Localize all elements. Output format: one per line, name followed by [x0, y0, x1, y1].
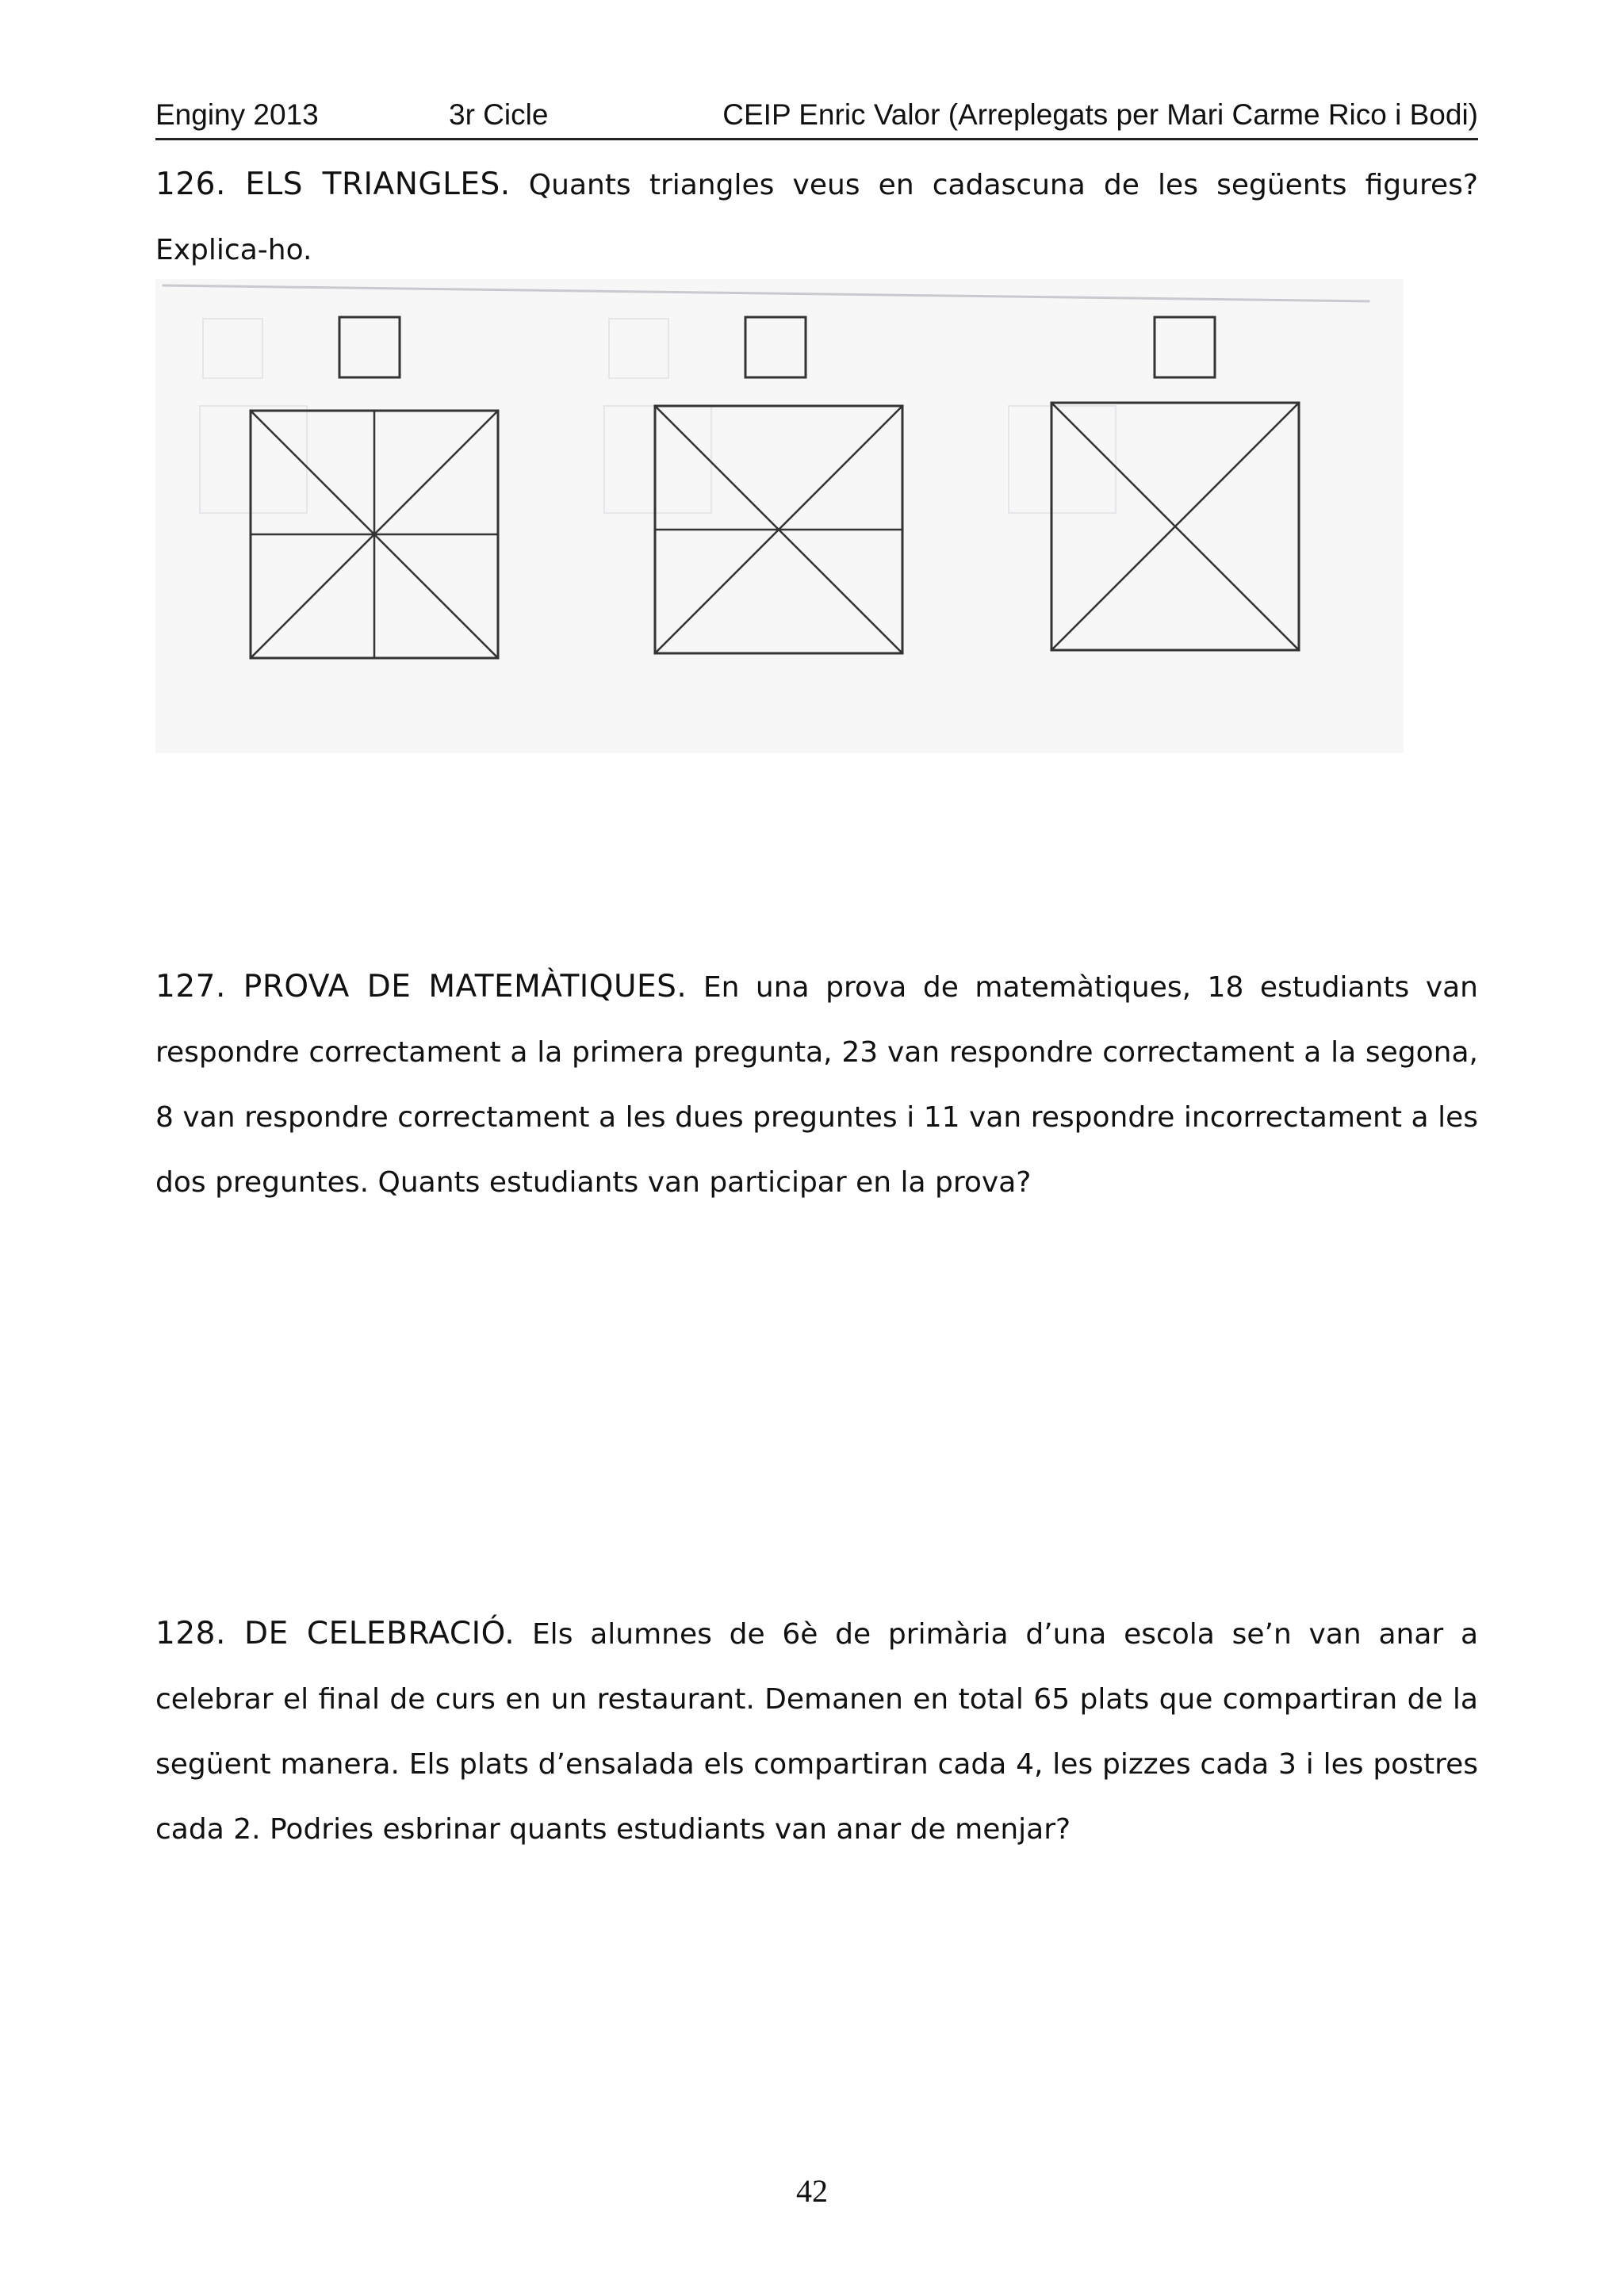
triangle-figures-drawing [155, 279, 1404, 753]
ghost-answer-box [609, 319, 668, 378]
answer-box [1155, 317, 1215, 377]
ghost-square [200, 406, 307, 513]
problem-title: 127. PROVA DE MATEMÀTIQUES. [155, 969, 688, 1004]
problem-128 [155, 1601, 1478, 1862]
problem-text: En una prova de matemàtiques, 18 estudiants van respondre correctament a la primera pregunta, 23 van respondre correctament a la segona, 8 van respondre correctament a les dues preguntes i 11 van respondre incorrectament a les dos preguntes. Quants estudiants van participar en la prova? [155, 971, 1478, 1199]
header-title: Enginy 2013 [155, 98, 319, 131]
ghost-square [604, 406, 711, 513]
answer-box [745, 317, 806, 377]
header-cycle: 3r Cicle [449, 98, 549, 131]
ghost-answer-box [203, 319, 262, 378]
problem-title: 128. DE CELEBRACIÓ. [155, 1616, 515, 1651]
problem-127 [155, 955, 1478, 1215]
ghost-square [1009, 406, 1116, 513]
page-number: 42 [796, 2173, 828, 2209]
page-header [155, 94, 1478, 140]
triangle-figures [155, 279, 1404, 753]
header-school: CEIP Enric Valor (Arreplegats per Mari Carme Rico i Bodi) [722, 98, 1478, 131]
problem-126 [155, 152, 1478, 283]
scan-border-line [163, 285, 1369, 301]
problem-title: 126. ELS TRIANGLES. [155, 166, 511, 202]
problem-text: Els alumnes de 6è de primària d’una escola se’n van anar a celebrar el final de curs en un restaurant. Demanen en total 65 plats que compartiran de la següent manera. Els plats d’ensalada els compartiran cada 4, les pizzes cada 3 i les postres cada 2. Podries esbrinar quants estudiants van anar de menjar? [155, 1618, 1479, 1846]
answer-box [339, 317, 400, 377]
problem-text: Quants triangles veus en cadascuna de les següents figures? Explica-ho. [155, 169, 1478, 266]
